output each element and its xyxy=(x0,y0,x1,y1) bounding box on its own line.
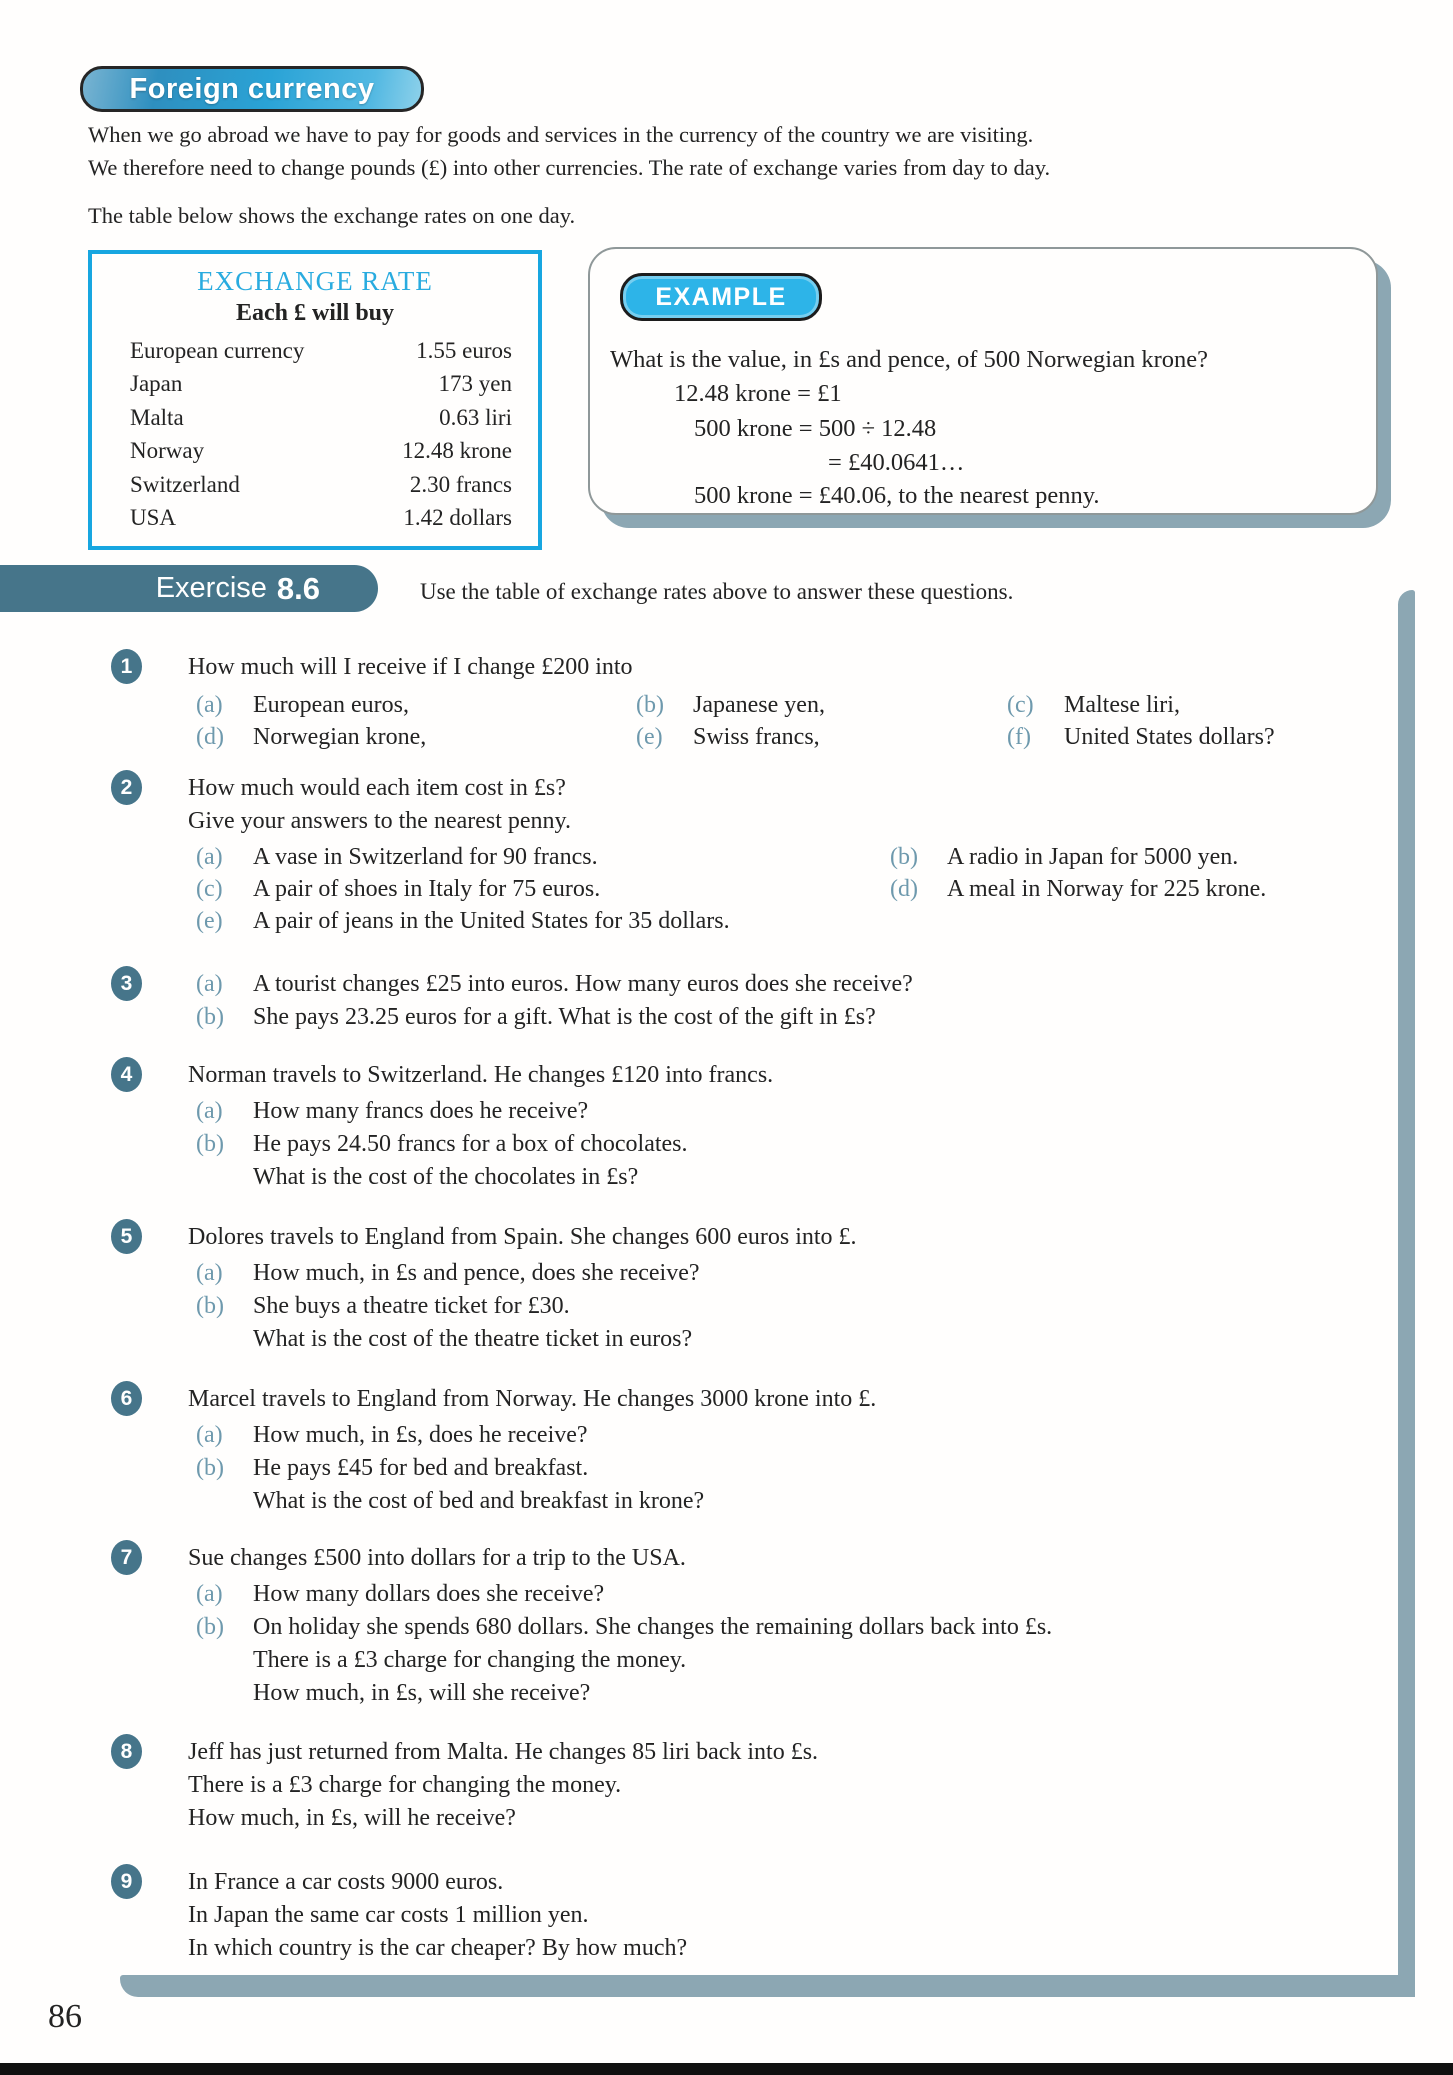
part-b xyxy=(196,1452,1410,1518)
question-parts xyxy=(196,1257,1410,1356)
question-number-badge xyxy=(111,1219,142,1254)
part-a xyxy=(196,841,890,873)
country-cell: Malta xyxy=(130,404,184,430)
part-line: There is a £3 charge for changing the money. xyxy=(253,1647,687,1673)
question-parts xyxy=(196,1095,1410,1194)
part-text: A meal in Norway for 225 krone. xyxy=(947,876,1267,902)
part-line: What is the cost of the chocolates in £s? xyxy=(253,1164,639,1190)
example-step: 12.48 krone = £1 xyxy=(674,380,842,407)
part-label: (b) xyxy=(196,1293,224,1319)
question-parts xyxy=(196,1578,1410,1710)
example-badge xyxy=(620,273,822,321)
question-text: How much will I receive if I change £200 into xyxy=(188,654,633,680)
part-line: He pays 24.50 francs for a box of chocolates. xyxy=(253,1131,688,1157)
question-number-badge xyxy=(111,1864,142,1899)
part-text: A pair of jeans in the United States for 35 dollars. xyxy=(253,908,730,934)
question-text: In Japan the same car costs 1 million yen. xyxy=(188,1902,589,1928)
exchange-rate-subtitle: Each £ will buy xyxy=(235,300,395,326)
question-text: There is a £3 charge for changing the money. xyxy=(188,1772,622,1798)
table-row xyxy=(92,468,538,501)
table-row xyxy=(92,501,538,534)
intro-line-3: The table below shows the exchange rates on one day. xyxy=(88,203,576,228)
part-text: How many francs does he receive? xyxy=(253,1098,589,1124)
part-label: (a) xyxy=(196,1581,223,1607)
question-text: Give your answers to the nearest penny. xyxy=(188,808,571,834)
part-label: (c) xyxy=(1007,692,1034,718)
part-label: (a) xyxy=(196,1098,223,1124)
part-a xyxy=(196,968,1410,1001)
section-title: Foreign currency xyxy=(129,72,375,105)
part-text: How much, in £s, does he receive? xyxy=(253,1422,588,1448)
part-label: (c) xyxy=(196,876,223,902)
part-text xyxy=(253,1128,1410,1194)
page-edge-strip xyxy=(0,2063,1453,2075)
exercise-badge xyxy=(0,565,378,612)
part-a xyxy=(196,1257,1410,1290)
part-line: What is the cost of bed and breakfast in krone? xyxy=(253,1488,705,1514)
part-label: (f) xyxy=(1007,724,1031,750)
part-label: (b) xyxy=(196,1455,224,1481)
country-cell: Norway xyxy=(130,438,205,464)
question-number-badge xyxy=(111,1381,142,1416)
table-row xyxy=(92,367,538,400)
question-number: 3 xyxy=(120,972,133,995)
part-text xyxy=(253,1452,1410,1518)
exercise-frame-bottom-bar xyxy=(120,1975,1415,1997)
table-row xyxy=(92,434,538,467)
exercise-number: 8.6 xyxy=(276,570,320,606)
part-text: A tourist changes £25 into euros. How many euros does she receive? xyxy=(253,971,913,997)
question-parts xyxy=(196,968,1410,1034)
example-step: 500 krone = £40.06, to the nearest penny. xyxy=(694,482,1100,509)
question-number: 1 xyxy=(120,655,133,678)
question-text: How much, in £s, will he receive? xyxy=(188,1805,516,1831)
question-4 xyxy=(80,1059,1410,1194)
question-number: 2 xyxy=(120,776,133,799)
part-b xyxy=(636,689,1007,721)
part-b xyxy=(196,1001,1410,1034)
part-line: What is the cost of the theatre ticket in euros? xyxy=(253,1326,693,1352)
exchange-rate-table xyxy=(88,250,542,550)
part-a xyxy=(196,1578,1410,1611)
part-text: European euros, xyxy=(253,692,409,718)
rate-cell: 12.48 krone xyxy=(402,438,512,464)
example-box xyxy=(588,247,1378,515)
rate-cell: 1.55 euros xyxy=(416,338,512,363)
question-number-badge xyxy=(111,1057,142,1092)
part-label: (e) xyxy=(636,724,663,750)
part-label: (b) xyxy=(196,1131,224,1157)
part-label: (a) xyxy=(196,1260,223,1286)
question-text: Sue changes £500 into dollars for a trip to the USA. xyxy=(188,1545,686,1571)
part-label: (a) xyxy=(196,1422,223,1448)
question-number-badge xyxy=(111,649,142,684)
exercise-instruction: Use the table of exchange rates above to answer these questions. xyxy=(420,579,1014,604)
part-text: Norwegian krone, xyxy=(253,724,427,750)
question-number-badge xyxy=(111,770,142,805)
part-label: (b) xyxy=(196,1004,224,1030)
part-text: How many dollars does she receive? xyxy=(253,1581,605,1607)
part-text: Swiss francs, xyxy=(693,724,820,750)
part-line: How much, in £s, will she receive? xyxy=(253,1680,591,1706)
part-text: United States dollars? xyxy=(1064,724,1275,750)
question-parts xyxy=(196,689,1410,753)
exchange-rate-rows xyxy=(92,334,538,534)
question-parts xyxy=(196,841,1410,937)
question-2 xyxy=(80,772,1410,937)
question-6 xyxy=(80,1383,1410,1518)
part-a xyxy=(196,1419,1410,1452)
section-title-badge xyxy=(80,66,424,112)
part-line: He pays £45 for bed and breakfast. xyxy=(253,1455,589,1481)
question-number: 9 xyxy=(120,1870,133,1893)
table-row xyxy=(92,334,538,367)
example-question: What is the value, in £s and pence, of 500 Norwegian krone? xyxy=(610,346,1209,373)
part-c xyxy=(1007,689,1410,721)
part-label: (b) xyxy=(196,1614,224,1640)
part-text: A vase in Switzerland for 90 francs. xyxy=(253,844,598,870)
part-text: A radio in Japan for 5000 yen. xyxy=(947,844,1239,870)
question-number: 7 xyxy=(120,1546,133,1569)
part-b xyxy=(890,841,1410,873)
part-e xyxy=(636,721,1007,753)
intro-line-2: We therefore need to change pounds (£) into other currencies. The rate of exchange varies from day to day. xyxy=(88,155,1051,180)
part-label: (a) xyxy=(196,844,223,870)
exchange-rate-title: EXCHANGE RATE xyxy=(197,266,433,296)
question-3 xyxy=(80,968,1410,1034)
part-text: A pair of shoes in Italy for 75 euros. xyxy=(253,876,601,902)
part-label: (a) xyxy=(196,692,223,718)
part-text: How much, in £s and pence, does she receive? xyxy=(253,1260,700,1286)
part-text xyxy=(253,1290,1410,1356)
part-label: (a) xyxy=(196,971,223,997)
table-row xyxy=(92,401,538,434)
rate-cell: 1.42 dollars xyxy=(403,505,512,531)
page-number: 86 xyxy=(48,1998,82,2035)
country-cell: Japan xyxy=(130,371,183,397)
question-7 xyxy=(80,1542,1410,1710)
question-text: Dolores travels to England from Spain. She changes 600 euros into £. xyxy=(188,1224,857,1250)
exercise-label: Exercise xyxy=(155,572,267,604)
country-cell: Switzerland xyxy=(130,471,240,497)
part-line: She buys a theatre ticket for £30. xyxy=(253,1293,570,1319)
part-e xyxy=(196,905,1410,937)
question-text: In France a car costs 9000 euros. xyxy=(188,1869,504,1895)
question-1 xyxy=(80,651,1410,753)
part-d xyxy=(196,721,636,753)
question-text: Norman travels to Switzerland. He changes £120 into francs. xyxy=(188,1062,774,1088)
part-f xyxy=(1007,721,1410,753)
question-number: 8 xyxy=(120,1740,133,1763)
question-number-badge xyxy=(111,966,142,1001)
question-number: 5 xyxy=(120,1225,133,1248)
intro-line-1: When we go abroad we have to pay for goods and services in the currency of the country we are visiting. xyxy=(88,122,1034,147)
country-cell: USA xyxy=(130,505,177,531)
question-number-badge xyxy=(111,1540,142,1575)
part-text xyxy=(253,1611,1410,1710)
part-label: (e) xyxy=(196,908,223,934)
rate-cell: 173 yen xyxy=(438,371,512,397)
example-badge-label: EXAMPLE xyxy=(655,282,787,311)
question-number: 4 xyxy=(120,1063,133,1086)
part-b xyxy=(196,1611,1410,1710)
part-label: (b) xyxy=(890,844,918,870)
example-step: 500 krone = 500 ÷ 12.48 xyxy=(694,415,937,442)
question-number: 6 xyxy=(120,1387,133,1410)
question-text: In which country is the car cheaper? By how much? xyxy=(188,1935,688,1961)
question-5 xyxy=(80,1221,1410,1356)
part-d xyxy=(890,873,1410,905)
part-text: Japanese yen, xyxy=(693,692,825,718)
example-step: = £40.0641… xyxy=(828,449,965,476)
part-label: (d) xyxy=(196,724,224,750)
country-cell: European currency xyxy=(130,338,305,363)
question-parts xyxy=(196,1419,1410,1518)
part-label: (d) xyxy=(890,876,918,902)
part-text: Maltese liri, xyxy=(1064,692,1180,718)
part-a xyxy=(196,689,636,721)
part-b xyxy=(196,1128,1410,1194)
part-b xyxy=(196,1290,1410,1356)
part-text: She pays 23.25 euros for a gift. What is the cost of the gift in £s? xyxy=(253,1004,876,1030)
part-a xyxy=(196,1095,1410,1128)
question-text: How much would each item cost in £s? xyxy=(188,775,566,801)
question-number-badge xyxy=(111,1734,142,1769)
part-label: (b) xyxy=(636,692,664,718)
rate-cell: 0.63 liri xyxy=(439,404,512,430)
question-8 xyxy=(80,1736,1410,1835)
question-text: Marcel travels to England from Norway. He changes 3000 krone into £. xyxy=(188,1386,877,1412)
question-text: Jeff has just returned from Malta. He changes 85 liri back into £s. xyxy=(188,1739,819,1765)
question-9 xyxy=(80,1866,1410,1965)
rate-cell: 2.30 francs xyxy=(409,471,512,497)
part-line: On holiday she spends 680 dollars. She changes the remaining dollars back into £s. xyxy=(253,1614,1053,1640)
part-c xyxy=(196,873,890,905)
